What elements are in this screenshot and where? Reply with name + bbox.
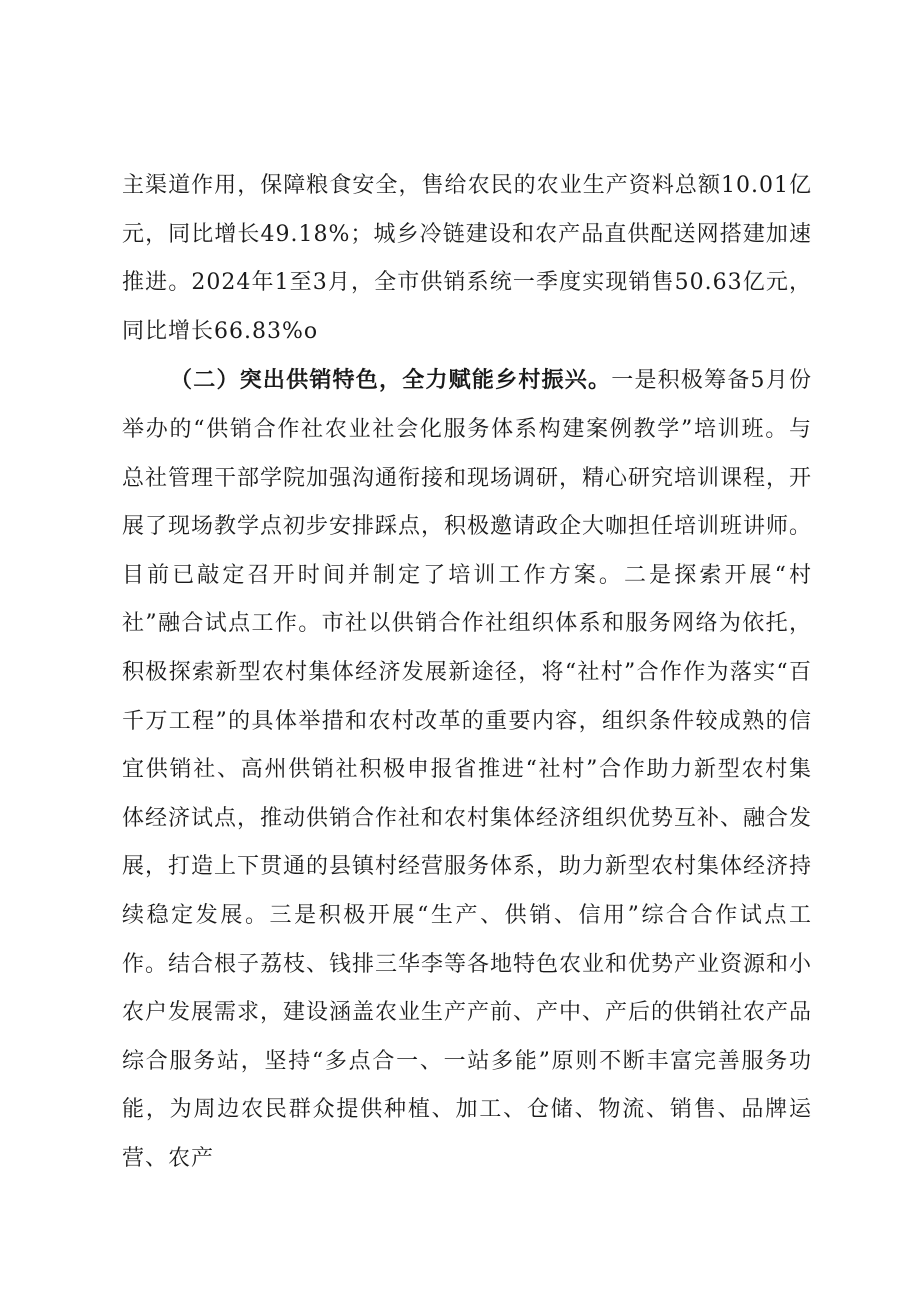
paragraph-2 <box>122 356 812 1183</box>
section-heading: （二）突出供销特色，全力赋能乡村振兴。 <box>170 367 612 394</box>
paragraph-1: 主渠道作用，保障粮食安全，售给农民的农业生产资料总额10.01亿元，同比增长49.18%；城乡冷链建设和农产品直供配送网搭建加速推进。2024年1至3月，全市供销系统一季度实现销售50.63亿元，同比增长66.83%o <box>122 173 812 344</box>
document-body <box>122 162 812 1183</box>
section-body: 一是积极筹备5月份举办的“供销合作社农业社会化服务体系构建案例教学”培训班。与总社管理干部学院加强沟通衔接和现场调研，精心研究培训课程，开展了现场教学点初步安排踩点，积极邀请政企大咖担任培训班讲师。目前已敲定召开时间并制定了培训工作方案。二是探索开展“村社”融合试点工作。市社以供销合作社组织体系和服务网络为依托，积极探索新型农村集体经济发展新途径，将“社村”合作作为落实“百千万工程”的具体举措和农村改革的重要内容，组织条件较成熟的信宜供销社、高州供销社积极申报省推进“社村”合作助力新型农村集体经济试点，推动供销合作社和农村集体经济组织优势互补、融合发展，打造上下贯通的县镇村经营服务体系，助力新型农村集体经济持续稳定发展。三是积极开展“生产、供销、信用”综合合作试点工作。结合根子荔枝、钱排三华李等各地特色农业和优势产业资源和小农户发展需求，建设涵盖农业生产产前、产中、产后的供销社农产品综合服务站，坚持“多点合一、一站多能”原则不断丰富完善服务功能，为周边农民群众提供种植、加工、仓储、物流、销售、品牌运营、农产 <box>122 368 813 1171</box>
